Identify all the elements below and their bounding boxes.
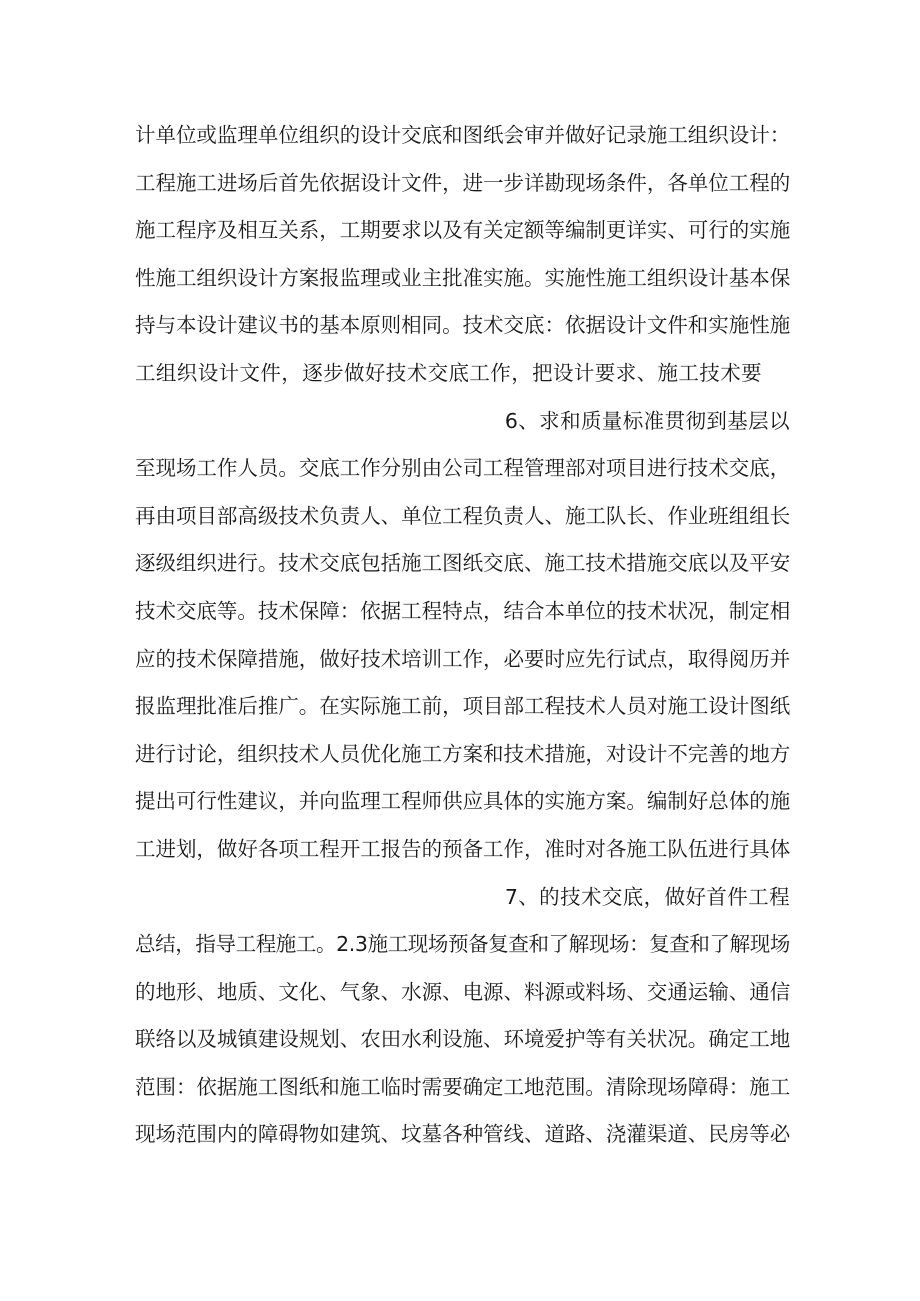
text-line: 的地形、地质、文化、气象、水源、电源、料源或料场、交通运输、通信 (135, 979, 790, 1004)
text-line: 提出可行性建议，并向监理工程师供应具体的实施方案。编制好总体的施 (135, 789, 790, 814)
text-line: 总结，指导工程施工。2.3施工现场预备复查和了解现场：复查和了解现场 (135, 932, 790, 957)
text-line: 计单位或监理单位组织的设计交底和图纸会审并做好记录施工组织设计： (135, 123, 790, 147)
text-line: 性施工组织设计方案报监理或业主批准实施。实施性施工组织设计基本保 (135, 265, 790, 290)
text-line: 报监理批准后推广。在实际施工前，项目部工程技术人员对施工设计图纸 (135, 694, 790, 719)
text-line: 施工程序及相互关系，工期要求以及有关定额等编制更详实、可行的实施 (135, 218, 790, 243)
text-line: 进行讨论，组织技术人员优化施工方案和技术措施，对设计不完善的地方 (135, 741, 790, 766)
text-line: 工组织设计文件，逐步做好技术交底工作，把设计要求、施工技术要 (135, 360, 762, 385)
text-line: 联络以及城镇建设规划、农田水利设施、环境爱护等有关状况。确定工地 (135, 1027, 790, 1052)
text-line: 再由项目部高级技术负责人、单位工程负责人、施工队长、作业班组组长 (135, 503, 790, 528)
text-line: 6、求和质量标准贯彻到基层以 (504, 408, 790, 433)
text-line: 持与本设计建议书的基本原则相同。技术交底：依据设计文件和实施性施 (135, 313, 790, 338)
text-line: 工进划，做好各项工程开工报告的预备工作，准时对各施工队伍进行具体 (135, 836, 790, 861)
text-line: 工程施工进场后首先依据设计文件，进一步详勘现场条件，各单位工程的 (135, 170, 790, 195)
text-line: 应的技术保障措施，做好技术培训工作，必要时应先行试点，取得阅历并 (135, 646, 790, 671)
text-line: 逐级组织进行。技术交底包括施工图纸交底、施工技术措施交底以及平安 (135, 551, 790, 576)
text-line: 至现场工作人员。交底工作分别由公司工程管理部对项目进行技术交底， (135, 456, 790, 481)
text-line: 范围：依据施工图纸和施工临时需要确定工地范围。清除现场障碍：施工 (135, 1074, 790, 1099)
text-line: 现场范围内的障碍物如建筑、坟墓各种管线、道路、浇灌渠道、民房等必 (135, 1122, 790, 1147)
text-line: 7、的技术交底，做好首件工程 (504, 884, 790, 909)
text-line: 技术交底等。技术保障：依据工程特点，结合本单位的技术状况，制定相 (135, 598, 790, 623)
body-text (135, 112, 790, 1159)
